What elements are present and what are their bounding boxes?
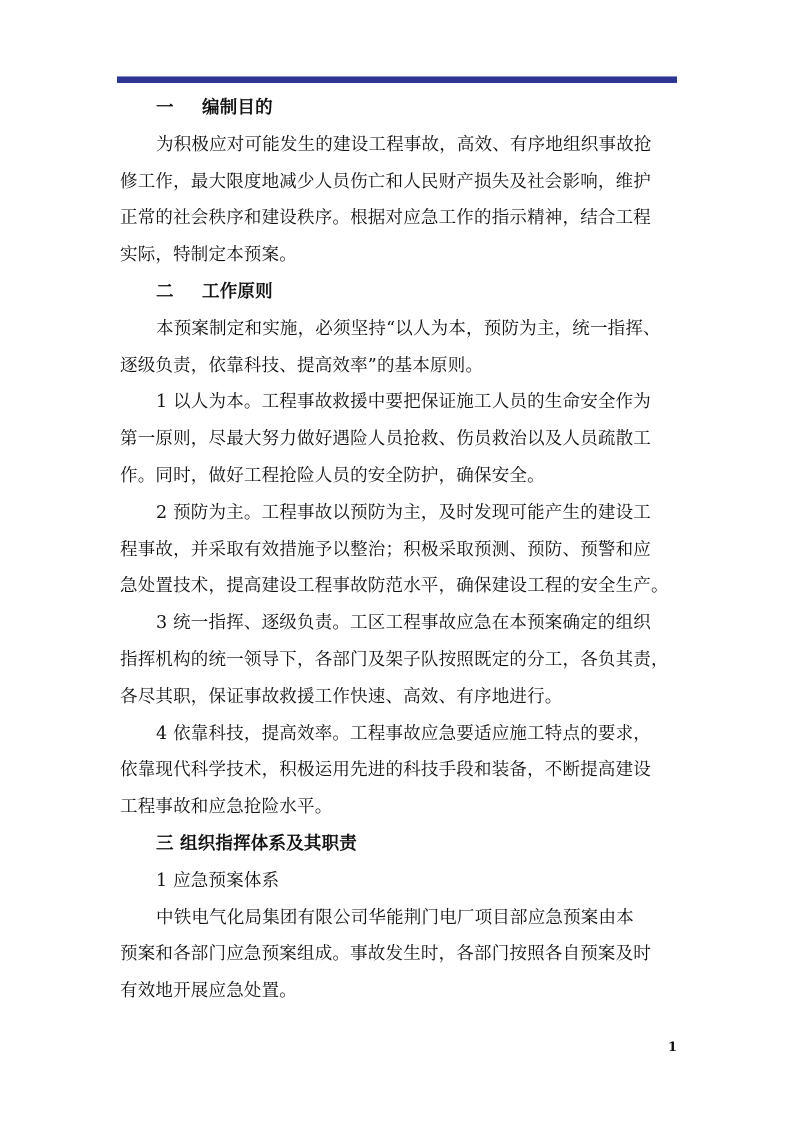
paragraph <box>120 495 680 605</box>
paragraph-line: 2 预防为主。工程事故以预防为主，及时发现可能产生的建设工 <box>156 502 651 523</box>
paragraph-line: 4 依靠科技，提高效率。工程事故应急要适应施工特点的要求， <box>156 723 651 744</box>
paragraph-line: 有效地开展应急处置。 <box>120 981 297 1002</box>
paragraph-line: 正常的社会秩序和建设秩序。根据对应急工作的指示精神，结合工程 <box>120 208 651 229</box>
paragraph <box>120 900 680 1010</box>
paragraph-line: 工程事故和应急抢险水平。 <box>120 797 333 818</box>
paragraph <box>120 605 680 715</box>
paragraph-line: 指挥机构的统一领导下，各部门及架子队按照既定的分工，各负其责， <box>120 649 669 670</box>
paragraph <box>120 716 680 826</box>
paragraph-line: 中铁电气化局集团有限公司华能荆门电厂项目部应急预案由本 <box>156 907 634 928</box>
paragraph-line: 本预案制定和实施，必须坚持“以人为本，预防为主，统一指挥、 <box>156 318 661 339</box>
paragraph <box>120 311 680 385</box>
paragraph <box>120 863 680 900</box>
paragraph-line: 依靠现代科学技术，积极运用先进的科技手段和装备，不断提高建设 <box>120 760 651 781</box>
paragraph-line: 修工作，最大限度地减少人员伤亡和人民财产损失及社会影响，维护 <box>120 171 651 192</box>
paragraph <box>120 384 680 494</box>
paragraph-line: 各尽其职，保证事故救援工作快速、高效、有序地进行。 <box>120 686 563 707</box>
heading-2 <box>120 274 680 311</box>
heading-title: 工作原则 <box>202 281 273 302</box>
paragraph <box>120 127 680 274</box>
paragraph-line: 作。同时，做好工程抢险人员的安全防护，确保安全。 <box>120 465 545 486</box>
paragraph-line: 1 应急预案体系 <box>156 870 280 891</box>
heading-number: 二 <box>156 281 174 302</box>
paragraph-line: 3 统一指挥、逐级负责。工区工程事故应急在本预案确定的组织 <box>156 613 651 634</box>
paragraph-line: 实际，特制定本预案。 <box>120 245 297 266</box>
heading-1 <box>120 90 680 127</box>
heading-number: 一 <box>156 98 174 118</box>
paragraph-line: 第一原则，尽最大努力做好遇险人员抢救、伤员救治以及人员疏散工 <box>120 429 651 450</box>
page-number: 1 <box>668 1040 678 1055</box>
paragraph-line: 为积极应对可能发生的建设工程事故，高效、有序地组织事故抢 <box>156 134 652 155</box>
document-body <box>120 90 680 1010</box>
paragraph-line: 1 以人为本。工程事故救援中要把保证施工人员的生命安全作为 <box>156 392 651 413</box>
heading-title: 编制目的 <box>202 98 273 118</box>
paragraph-line: 预案和各部门应急预案组成。事故发生时，各部门按照各自预案及时 <box>120 944 651 965</box>
paragraph-line: 急处置技术，提高建设工程事故防范水平，确保建设工程的安全生产。 <box>120 576 669 597</box>
header-rule <box>117 76 677 83</box>
heading-3: 三 组织指挥体系及其职责 <box>156 833 357 854</box>
paragraph-line: 程事故，并采取有效措施予以整治；积极采取预测、预防、预警和应 <box>120 539 651 560</box>
paragraph-line: 逐级负责，依靠科技、提高效率”的基本原则。 <box>120 355 484 376</box>
